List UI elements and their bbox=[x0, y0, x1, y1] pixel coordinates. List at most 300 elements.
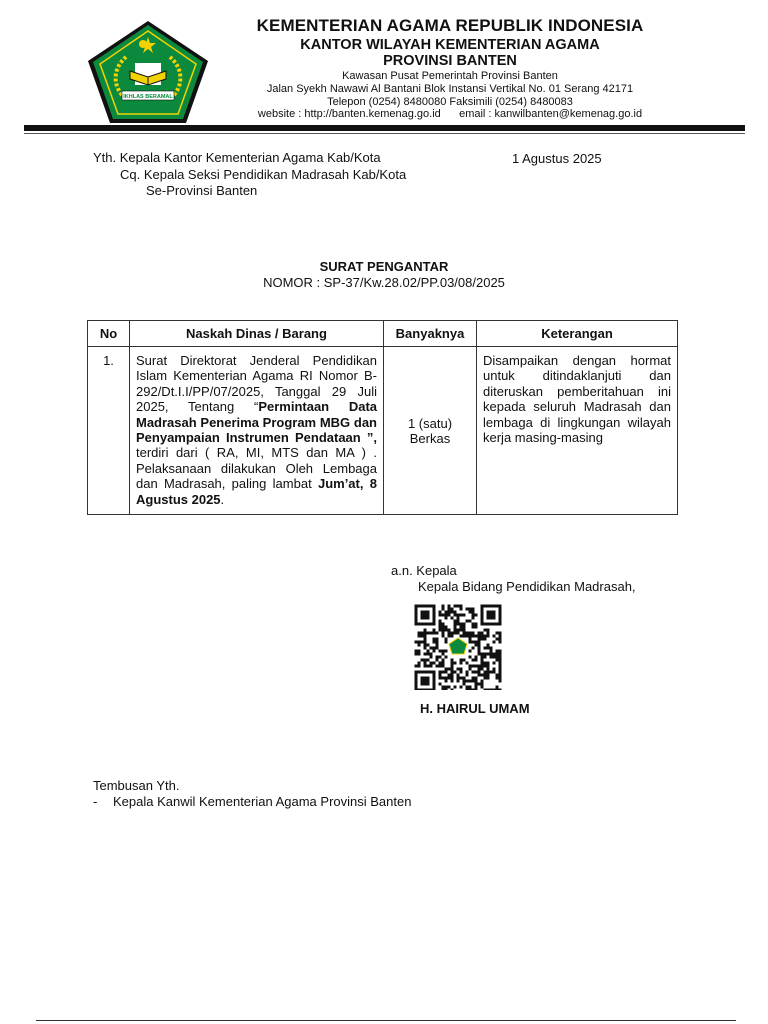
qr-module bbox=[463, 623, 466, 626]
qr-module bbox=[499, 635, 502, 638]
qr-module bbox=[478, 644, 481, 647]
qr-module bbox=[427, 689, 430, 691]
qr-module bbox=[433, 611, 436, 614]
qr-module bbox=[448, 611, 451, 614]
qr-module bbox=[445, 656, 448, 659]
qr-module bbox=[472, 680, 475, 683]
qr-module bbox=[475, 689, 478, 691]
qr-module bbox=[442, 653, 445, 656]
table-row bbox=[88, 347, 678, 515]
qr-module bbox=[421, 623, 424, 626]
signer-name: H. HAIRUL UMAM bbox=[420, 701, 530, 716]
qr-module bbox=[439, 611, 442, 614]
qr-module bbox=[463, 632, 466, 635]
qr-module bbox=[481, 638, 484, 641]
qr-module bbox=[484, 635, 487, 638]
qr-module bbox=[439, 626, 442, 629]
qr-module bbox=[427, 683, 430, 686]
qr-module bbox=[436, 665, 439, 668]
qr-module bbox=[448, 635, 451, 638]
qr-module bbox=[421, 635, 424, 638]
qr-module bbox=[472, 665, 475, 668]
qr-module bbox=[433, 614, 436, 617]
qr-module bbox=[415, 623, 418, 626]
qr-module bbox=[496, 653, 499, 656]
qr-module bbox=[469, 689, 472, 691]
qr-module bbox=[472, 626, 475, 629]
letter-date: 1 Agustus 2025 bbox=[512, 151, 602, 166]
qr-module bbox=[490, 617, 493, 620]
qr-module bbox=[421, 683, 424, 686]
qr-module bbox=[430, 689, 433, 691]
qr-module bbox=[418, 635, 421, 638]
kop-address: Jalan Syekh Nawawi Al Bantani Blok Instansi Vertikal No. 01 Serang 42171 bbox=[266, 83, 634, 95]
qr-module bbox=[448, 632, 451, 635]
qr-module bbox=[469, 638, 472, 641]
qr-module bbox=[439, 662, 442, 665]
kop-contact: website : http://banten.kemenag.go.id email : kanwilbanten@kemenag.go.id bbox=[257, 108, 643, 120]
qr-module bbox=[451, 677, 454, 680]
qr-module bbox=[439, 623, 442, 626]
qr-module bbox=[421, 671, 424, 674]
qr-module bbox=[487, 623, 490, 626]
qr-module bbox=[445, 641, 448, 644]
qr-module bbox=[484, 656, 487, 659]
qr-module bbox=[433, 683, 436, 686]
qr-module bbox=[454, 623, 457, 626]
qr-module bbox=[499, 665, 502, 668]
qr-module bbox=[475, 644, 478, 647]
qr-module bbox=[421, 632, 424, 635]
qr-module bbox=[460, 605, 463, 608]
qr-module bbox=[415, 689, 418, 691]
qr-module bbox=[478, 674, 481, 677]
qr-module bbox=[469, 656, 472, 659]
qr-module bbox=[481, 665, 484, 668]
qr-module bbox=[496, 632, 499, 635]
qr-module bbox=[499, 620, 502, 623]
qr-module bbox=[487, 635, 490, 638]
qr-module bbox=[424, 605, 427, 608]
qr-module bbox=[493, 617, 496, 620]
qr-module bbox=[487, 647, 490, 650]
qr-module bbox=[445, 686, 448, 689]
qr-module bbox=[490, 689, 493, 691]
qr-module bbox=[457, 623, 460, 626]
qr-module bbox=[490, 605, 493, 608]
qr-module bbox=[454, 686, 457, 689]
qr-module bbox=[496, 686, 499, 689]
qr-module bbox=[460, 629, 463, 632]
qr-module bbox=[445, 677, 448, 680]
qr-module bbox=[445, 617, 448, 620]
qr-module bbox=[448, 608, 451, 611]
qr-module bbox=[442, 677, 445, 680]
row-notes: Disampaikan dengan hormat untuk ditindaklanjuti dan diteruskan pemberitahuan ini kepada seluruh Madrasah dan lembaga di lingkungan wilayah kerja masing-masing bbox=[477, 347, 678, 515]
qr-module bbox=[442, 632, 445, 635]
qr-module bbox=[439, 683, 442, 686]
qr-module bbox=[463, 680, 466, 683]
qr-module bbox=[454, 671, 457, 674]
header-notes: Keterangan bbox=[477, 321, 678, 347]
qr-module bbox=[487, 611, 490, 614]
qr-module bbox=[421, 605, 424, 608]
qr-module bbox=[472, 689, 475, 691]
qr-module bbox=[493, 668, 496, 671]
header-item: Naskah Dinas / Barang bbox=[130, 321, 384, 347]
kop-divider-thin bbox=[24, 133, 745, 134]
qr-module bbox=[451, 689, 454, 691]
row-item bbox=[130, 347, 384, 515]
qr-module bbox=[460, 677, 463, 680]
qr-module bbox=[415, 653, 418, 656]
qr-module bbox=[424, 680, 427, 683]
qr-module bbox=[430, 605, 433, 608]
qr-module bbox=[415, 674, 418, 677]
qr-module bbox=[466, 662, 469, 665]
qr-module bbox=[442, 635, 445, 638]
qr-module bbox=[433, 674, 436, 677]
qr-module bbox=[493, 662, 496, 665]
qr-module bbox=[469, 650, 472, 653]
qr-module bbox=[487, 665, 490, 668]
qr-module bbox=[436, 632, 439, 635]
qr-module bbox=[439, 674, 442, 677]
qr-module bbox=[460, 659, 463, 662]
qr-module bbox=[442, 605, 445, 608]
qr-module bbox=[481, 683, 484, 686]
qr-module bbox=[484, 623, 487, 626]
qr-module bbox=[427, 632, 430, 635]
qr-module bbox=[457, 614, 460, 617]
qr-module bbox=[496, 689, 499, 691]
qr-module bbox=[415, 680, 418, 683]
header-no: No bbox=[88, 321, 130, 347]
qr-module bbox=[415, 614, 418, 617]
qr-module bbox=[475, 677, 478, 680]
qr-module bbox=[466, 671, 469, 674]
qr-module bbox=[442, 626, 445, 629]
qr-module bbox=[418, 632, 421, 635]
qr-module bbox=[478, 653, 481, 656]
qr-module bbox=[499, 668, 502, 671]
qr-module bbox=[493, 623, 496, 626]
qr-module bbox=[439, 656, 442, 659]
qr-module bbox=[466, 620, 469, 623]
qr-module bbox=[460, 635, 463, 638]
qr-module bbox=[421, 680, 424, 683]
qr-module bbox=[415, 641, 418, 644]
qr-module bbox=[418, 605, 421, 608]
qr-module bbox=[493, 641, 496, 644]
qr-module bbox=[442, 629, 445, 632]
qr-module bbox=[478, 665, 481, 668]
qr-module bbox=[448, 677, 451, 680]
qr-module bbox=[442, 671, 445, 674]
qr-module bbox=[415, 608, 418, 611]
qr-module bbox=[481, 611, 484, 614]
cc-heading: Tembusan Yth. bbox=[93, 778, 180, 793]
qr-module bbox=[460, 668, 463, 671]
qr-module bbox=[478, 638, 481, 641]
qr-module bbox=[481, 617, 484, 620]
qr-module bbox=[424, 635, 427, 638]
qr-module bbox=[442, 614, 445, 617]
qr-module bbox=[436, 644, 439, 647]
qr-module bbox=[430, 665, 433, 668]
qr-module bbox=[424, 611, 427, 614]
recipient-line: Yth. Kepala Kantor Kementerian Agama Kab/Kota bbox=[93, 150, 381, 165]
recipient-cq: Cq. Kepala Seksi Pendidikan Madrasah Kab/Kota bbox=[120, 167, 407, 182]
qr-module bbox=[481, 668, 484, 671]
qr-module bbox=[457, 674, 460, 677]
qr-code bbox=[414, 604, 502, 690]
qr-module bbox=[463, 659, 466, 662]
qr-module bbox=[433, 629, 436, 632]
qr-module bbox=[475, 623, 478, 626]
qr-module bbox=[472, 647, 475, 650]
qr-module bbox=[424, 629, 427, 632]
qr-module bbox=[445, 611, 448, 614]
qr-module bbox=[442, 665, 445, 668]
qr-module bbox=[451, 662, 454, 665]
qr-module bbox=[469, 668, 472, 671]
qr-module bbox=[490, 611, 493, 614]
qr-module bbox=[460, 671, 463, 674]
qr-module bbox=[463, 614, 466, 617]
qr-module bbox=[442, 689, 445, 691]
qr-module bbox=[418, 689, 421, 691]
qr-module bbox=[472, 635, 475, 638]
signature-on-behalf: a.n. Kepala bbox=[391, 563, 457, 578]
qr-module bbox=[454, 605, 457, 608]
qr-module bbox=[487, 605, 490, 608]
qr-module bbox=[424, 632, 427, 635]
qr-module bbox=[451, 665, 454, 668]
qr-module bbox=[457, 632, 460, 635]
qr-module bbox=[466, 635, 469, 638]
qr-module bbox=[448, 668, 451, 671]
qr-module bbox=[451, 617, 454, 620]
qr-center-logo bbox=[449, 638, 467, 654]
qr-module bbox=[499, 656, 502, 659]
kop-divider-thick bbox=[24, 125, 745, 131]
qr-module bbox=[433, 647, 436, 650]
qr-module bbox=[421, 689, 424, 691]
qr-module bbox=[424, 683, 427, 686]
qr-module bbox=[484, 689, 487, 691]
qr-module bbox=[424, 662, 427, 665]
qr-module bbox=[424, 647, 427, 650]
qr-module bbox=[472, 614, 475, 617]
qr-module bbox=[421, 659, 424, 662]
qr-module bbox=[499, 659, 502, 662]
cc-bullet: - bbox=[93, 794, 98, 809]
qr-module bbox=[484, 647, 487, 650]
qr-module bbox=[493, 611, 496, 614]
qr-module bbox=[427, 677, 430, 680]
qr-module bbox=[427, 680, 430, 683]
qr-module bbox=[469, 641, 472, 644]
qr-module bbox=[424, 677, 427, 680]
qr-module bbox=[481, 674, 484, 677]
qr-module bbox=[424, 638, 427, 641]
document-number: NOMOR : SP-37/Kw.28.02/PP.03/08/2025 bbox=[263, 275, 505, 290]
qr-module bbox=[469, 632, 472, 635]
qr-module bbox=[439, 620, 442, 623]
qr-module bbox=[487, 662, 490, 665]
qr-module bbox=[457, 617, 460, 620]
qr-module bbox=[460, 686, 463, 689]
qr-module bbox=[442, 662, 445, 665]
qr-module bbox=[499, 611, 502, 614]
qr-module bbox=[490, 647, 493, 650]
qr-module bbox=[484, 638, 487, 641]
qr-module bbox=[484, 653, 487, 656]
qr-module bbox=[475, 614, 478, 617]
qr-module bbox=[427, 623, 430, 626]
qr-module bbox=[436, 659, 439, 662]
qr-module bbox=[454, 632, 457, 635]
qr-module bbox=[460, 614, 463, 617]
qr-module bbox=[475, 665, 478, 668]
qr-module bbox=[493, 635, 496, 638]
qr-module bbox=[451, 671, 454, 674]
qr-module bbox=[424, 653, 427, 656]
qr-module bbox=[451, 608, 454, 611]
qr-module bbox=[472, 608, 475, 611]
qr-module bbox=[487, 671, 490, 674]
cc-item: Kepala Kanwil Kementerian Agama Provinsi Banten bbox=[113, 794, 412, 809]
qr-module bbox=[439, 650, 442, 653]
quantity-value: 1 (satu) bbox=[407, 415, 453, 431]
qr-module bbox=[421, 641, 424, 644]
qr-module bbox=[487, 614, 490, 617]
qr-module bbox=[430, 647, 433, 650]
qr-module bbox=[448, 629, 451, 632]
qr-module bbox=[430, 662, 433, 665]
qr-module bbox=[442, 608, 445, 611]
qr-module bbox=[466, 608, 469, 611]
qr-module bbox=[499, 680, 502, 683]
qr-module bbox=[424, 641, 427, 644]
qr-module bbox=[472, 659, 475, 662]
qr-module bbox=[472, 611, 475, 614]
qr-module bbox=[454, 662, 457, 665]
row-quantity bbox=[384, 347, 477, 515]
qr-module bbox=[418, 665, 421, 668]
item-end: . bbox=[220, 491, 225, 507]
qr-module bbox=[472, 677, 475, 680]
qr-module bbox=[451, 611, 454, 614]
qr-module bbox=[430, 653, 433, 656]
qr-module bbox=[496, 650, 499, 653]
qr-module bbox=[487, 677, 490, 680]
quantity-unit: Berkas bbox=[409, 430, 451, 446]
qr-module bbox=[433, 617, 436, 620]
qr-module bbox=[499, 677, 502, 680]
document-title: SURAT PENGANTAR bbox=[319, 259, 449, 274]
kop-phone: Telepon (0254) 8480080 Faksimili (0254) 8480083 bbox=[327, 96, 573, 108]
qr-module bbox=[475, 641, 478, 644]
qr-module bbox=[478, 668, 481, 671]
qr-module bbox=[472, 623, 475, 626]
qr-module bbox=[466, 686, 469, 689]
qr-module bbox=[499, 674, 502, 677]
kop-area: Kawasan Pusat Pemerintah Provinsi Banten bbox=[342, 70, 558, 82]
qr-module bbox=[496, 623, 499, 626]
qr-module bbox=[481, 605, 484, 608]
qr-module bbox=[451, 680, 454, 683]
qr-module bbox=[436, 647, 439, 650]
qr-module bbox=[451, 635, 454, 638]
qr-module bbox=[484, 605, 487, 608]
kop-ministry: KEMENTERIAN AGAMA REPUBLIK INDONESIA bbox=[256, 16, 644, 35]
qr-module bbox=[487, 629, 490, 632]
qr-module bbox=[442, 623, 445, 626]
qr-module bbox=[481, 662, 484, 665]
qr-module bbox=[466, 689, 469, 691]
qr-module bbox=[433, 671, 436, 674]
qr-module bbox=[433, 605, 436, 608]
qr-module bbox=[460, 662, 463, 665]
item-deadline: Jum’at, 8 Agustus 2025 bbox=[136, 476, 377, 507]
qr-module bbox=[454, 626, 457, 629]
qr-module bbox=[457, 677, 460, 680]
qr-module bbox=[487, 617, 490, 620]
kop-province: PROVINSI BANTEN bbox=[383, 53, 517, 69]
qr-module bbox=[487, 689, 490, 691]
qr-module bbox=[430, 671, 433, 674]
qr-module bbox=[439, 665, 442, 668]
qr-module bbox=[439, 671, 442, 674]
qr-module bbox=[484, 671, 487, 674]
qr-module bbox=[427, 653, 430, 656]
qr-module bbox=[472, 671, 475, 674]
qr-module bbox=[499, 623, 502, 626]
qr-module bbox=[478, 632, 481, 635]
qr-module bbox=[454, 614, 457, 617]
qr-module bbox=[442, 650, 445, 653]
header-quantity: Banyaknya bbox=[384, 321, 477, 347]
qr-module bbox=[448, 686, 451, 689]
recipient-scope: Se-Provinsi Banten bbox=[146, 183, 258, 198]
qr-module bbox=[454, 611, 457, 614]
qr-module bbox=[487, 653, 490, 656]
qr-module bbox=[496, 659, 499, 662]
signature-position: Kepala Bidang Pendidikan Madrasah, bbox=[418, 579, 636, 594]
qr-module bbox=[469, 608, 472, 611]
qr-module bbox=[484, 662, 487, 665]
qr-module bbox=[481, 620, 484, 623]
item-subject: Permintaan Data Madrasah Penerima Program MBG dan Penyampaian Instrumen Pendataan ”, bbox=[136, 399, 377, 446]
qr-module bbox=[433, 641, 436, 644]
qr-module bbox=[466, 674, 469, 677]
qr-module bbox=[472, 641, 475, 644]
qr-module bbox=[457, 629, 460, 632]
qr-module bbox=[415, 650, 418, 653]
qr-module bbox=[478, 647, 481, 650]
item-middle: terdiri dari ( RA, MI, MTS dan MA ) . Pelaksanaan dilakukan Oleh Lembaga dan Madrasah, paling lambat bbox=[136, 445, 377, 492]
qr-module bbox=[454, 629, 457, 632]
qr-module bbox=[448, 674, 451, 677]
qr-module bbox=[427, 614, 430, 617]
qr-module bbox=[487, 644, 490, 647]
qr-module bbox=[421, 611, 424, 614]
qr-module bbox=[487, 632, 490, 635]
qr-module bbox=[496, 605, 499, 608]
qr-module bbox=[418, 653, 421, 656]
